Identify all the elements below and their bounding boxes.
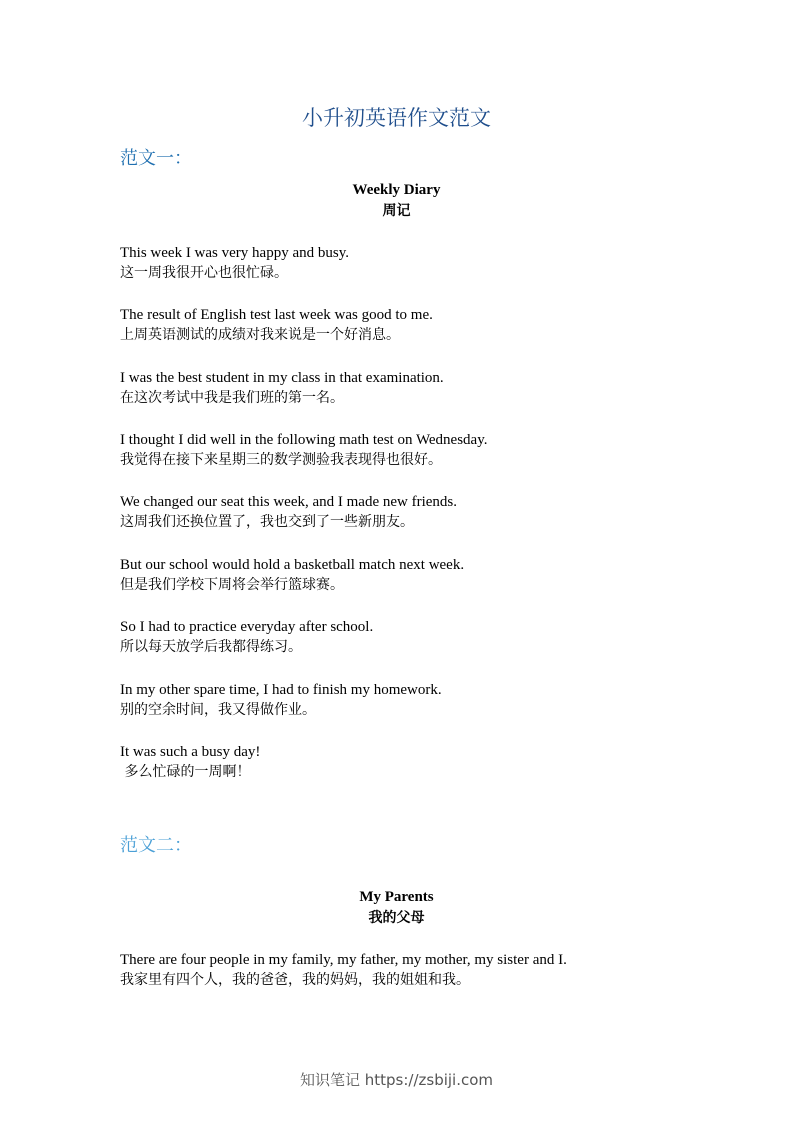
essay-one-title-en: Weekly Diary [352,182,441,198]
paragraph-cn: 所以每天放学后我都得练习。 [120,639,302,655]
paragraph-en: In my other spare time, I had to finish my homework. [120,682,442,698]
paragraph-cn: 我觉得在接下来星期三的数学测验我表现得也很好。 [120,452,442,468]
paragraph [120,492,680,532]
paragraph-cn: 上周英语测试的成绩对我来说是一个好消息。 [120,327,400,343]
essay-one-title-cn: 周记 [382,203,411,219]
paragraph-en: I was the best student in my class in that examination. [120,370,444,386]
essay-two-title-cn: 我的父母 [368,910,425,926]
paragraph-cn: 多么忙碌的一周啊！ [120,764,251,780]
section-two-heading: 范文二： [120,835,192,856]
paragraph [120,430,680,470]
paragraph [120,617,680,657]
paragraph [120,243,680,283]
document-title: 小升初英语作文范文 [302,106,491,130]
paragraph-en: But our school would hold a basketball match next week. [120,557,465,573]
paragraph [120,305,680,345]
paragraph [120,368,680,408]
paragraph-cn: 这周我们还换位置了，我也交到了一些新朋友。 [120,514,414,530]
paragraph [120,742,680,782]
paragraph-cn: 但是我们学校下周将会举行篮球赛。 [120,577,344,593]
paragraph-en: We changed our seat this week, and I made new friends. [120,494,458,510]
paragraph-cn: 这一周我很开心也很忙碌。 [120,265,288,281]
paragraph [120,950,680,990]
paragraph-en: So I had to practice everyday after school. [120,619,374,635]
paragraph-en: This week I was very happy and busy. [120,245,349,261]
footer-watermark: 知识笔记 https://zsbiji.com [299,1071,494,1089]
paragraph-cn: 别的空余时间，我又得做作业。 [120,702,316,718]
paragraph-cn: 在这次考试中我是我们班的第一名。 [120,390,344,406]
paragraph-en: There are four people in my family, my father, my mother, my sister and I. [120,952,567,968]
paragraph [120,555,680,595]
paragraph-en: It was such a busy day! [120,744,261,760]
section-one-heading: 范文一： [120,148,192,169]
essay-two-title-en: My Parents [359,889,434,905]
paragraph-en: The result of English test last week was good to me. [120,307,433,323]
paragraph-cn: 我家里有四个人，我的爸爸，我的妈妈，我的姐姐和我。 [120,972,470,988]
paragraph-en: I thought I did well in the following math test on Wednesday. [120,432,488,448]
paragraph [120,680,680,720]
